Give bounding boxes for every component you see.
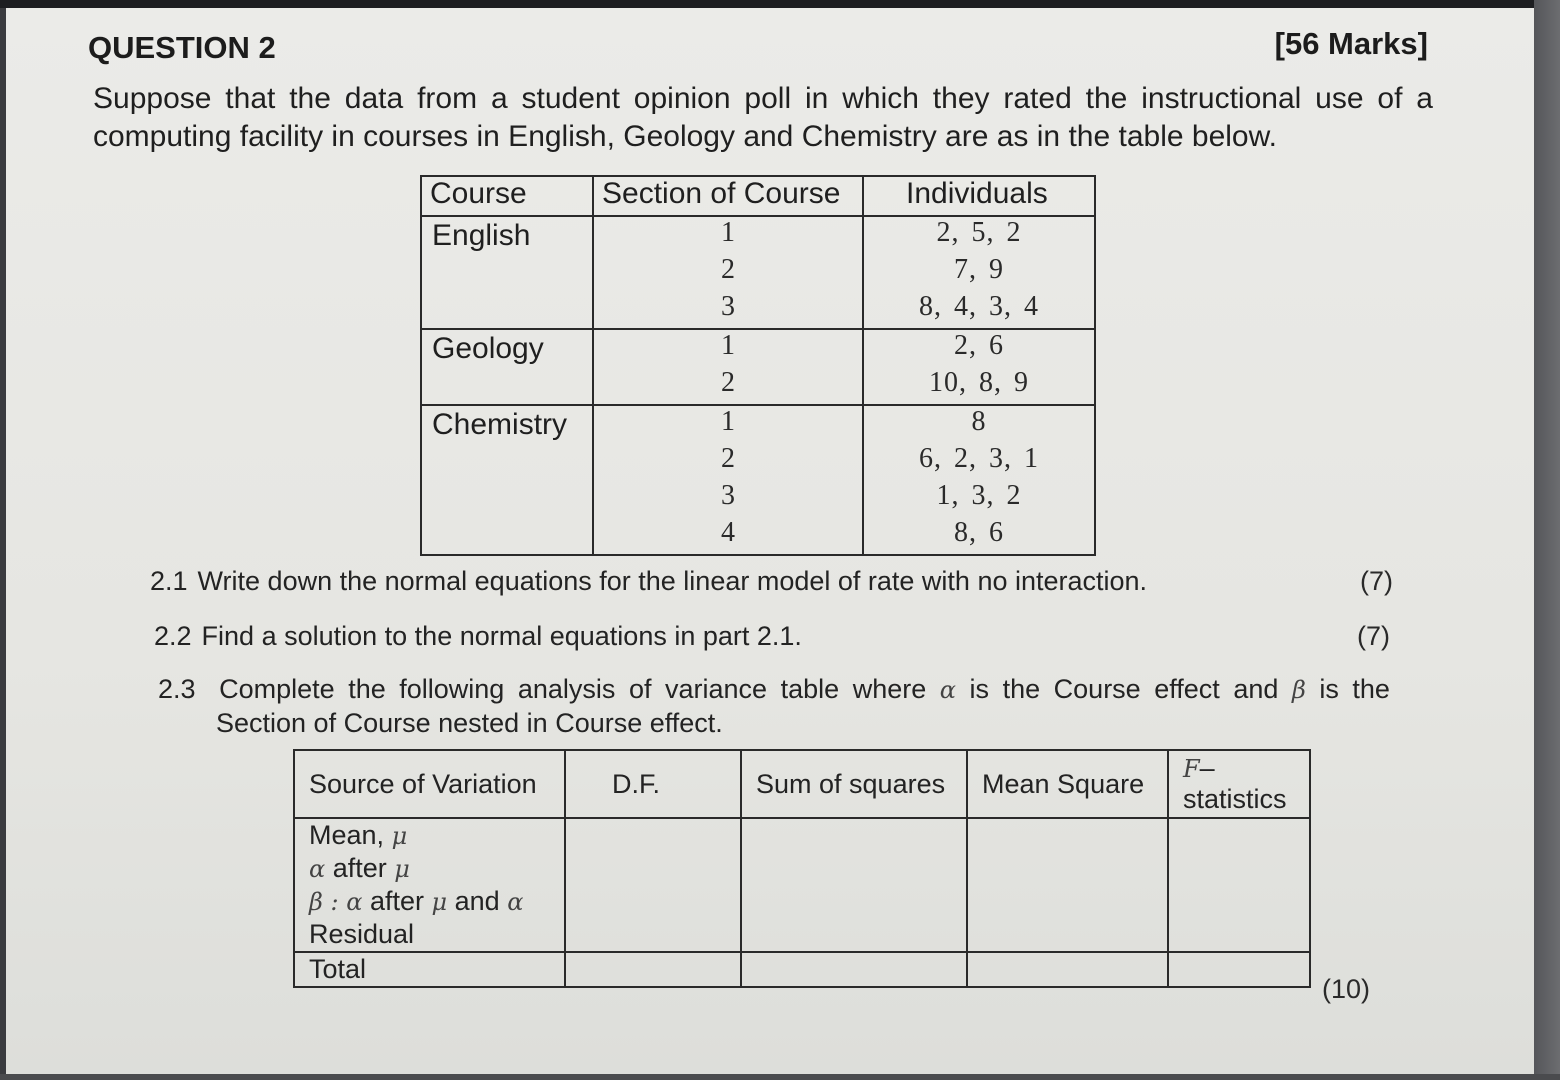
source-residual: Residual [294,918,565,952]
monitor-right-edge [1534,0,1560,1080]
question-intro: Suppose that the data from a student opinion poll in which they rated the instructional use of a computing facility in courses in English, Geology and Chemistry are as in the table below. [93,82,1433,153]
header-section: Section of Course [593,176,863,216]
individual-values: 8, 4, 3, 4 [863,291,1095,329]
source-alpha [294,852,565,885]
beta-symbol: β [1291,676,1306,704]
alpha-symbol: α [309,855,326,883]
part-2-2-marks: (7) [1357,621,1390,651]
anova-row-total [294,952,1310,987]
part-2-3-marks: (10) [1322,974,1371,1004]
part-number: 2.2 [154,621,192,651]
group-geology [421,329,1095,405]
course-english: English [421,216,593,329]
f-cell [1168,818,1310,852]
ss-cell [741,818,967,852]
f-cell [1168,918,1310,952]
part-text: Write down the normal equations for the linear model of rate with no interaction. [197,566,1148,596]
part-text: Complete the following analysis of variance table where [219,674,927,704]
df-cell [565,952,741,987]
ss-cell [741,885,967,918]
individual-values: 8, 6 [863,517,1095,555]
source-beta [294,885,565,918]
f-symbol: F [1183,755,1200,783]
ms-cell [967,885,1168,918]
header-mean-square [967,750,1168,818]
section-number: 1 [593,405,863,443]
header-f-statistics [1168,750,1310,818]
row-label: Mean, [309,820,385,850]
f-cell [1168,952,1310,987]
anova-row-beta [294,885,1310,918]
part-2-3-line2: Section of Course nested in Course effect. [216,708,723,738]
anova-row-residual [294,918,1310,952]
part-number: 2.1 [150,566,188,596]
individual-values: 7, 9 [863,254,1095,291]
part-text: is the [1319,674,1390,704]
section-number: 2 [593,443,863,480]
individual-values: 6, 2, 3, 1 [863,443,1095,480]
monitor-bottom-edge [0,1074,1560,1080]
mean-square-label: Mean Square [982,768,1145,799]
individual-values: 10, 8, 9 [863,367,1095,405]
table-row [421,216,1095,254]
part-number: 2.3 [158,674,196,704]
alpha-symbol: α [939,676,956,704]
mu-symbol: μ [431,888,448,916]
row-label: after [332,853,387,883]
ss-cell [741,952,967,987]
table-row [421,405,1095,443]
group-chemistry [421,405,1095,555]
ms-cell [967,918,1168,952]
table-row [421,329,1095,367]
row-label: after [369,886,424,916]
header-source: Source of Variation [294,750,565,818]
individual-values: 2, 6 [863,329,1095,367]
df-cell [565,852,741,885]
source-mean [294,818,565,852]
course-geology: Geology [421,329,593,405]
part-text: Find a solution to the normal equations in part 2.1. [201,621,802,651]
f-cell [1168,852,1310,885]
mu-symbol: μ [391,822,408,850]
question-title: QUESTION 2 [88,30,276,65]
section-number: 1 [593,329,863,367]
ms-cell [967,952,1168,987]
anova-row-mean [294,818,1310,852]
data-table [420,175,1096,556]
section-number: 3 [593,291,863,329]
ms-cell [967,852,1168,885]
section-number: 2 [593,367,863,405]
question-marks: [56 Marks] [1274,26,1428,61]
group-english [421,216,1095,329]
header-individuals: Individuals [863,176,1095,216]
f-cell [1168,885,1310,918]
alpha-symbol: α [507,888,524,916]
section-number: 1 [593,216,863,254]
part-2-2 [154,621,802,652]
part-text: is the Course effect and [969,674,1279,704]
df-cell [565,818,741,852]
individual-values: 8 [863,405,1095,443]
beta-alpha-symbol: β : α [309,888,363,916]
course-chemistry: Chemistry [421,405,593,555]
df-cell [565,918,741,952]
ss-cell [741,918,967,952]
source-total: Total [294,952,565,987]
individual-values: 1, 3, 2 [863,480,1095,517]
individual-values: 2, 5, 2 [863,216,1095,254]
anova-header-row [294,750,1310,818]
section-number: 2 [593,254,863,291]
anova-row-alpha [294,852,1310,885]
ms-cell [967,818,1168,852]
part-2-1-marks: (7) [1360,566,1393,596]
header-sum-squares: Sum of squares [741,750,967,818]
row-label-and: and [454,886,500,916]
part-2-3 [158,674,1390,705]
ss-cell [741,852,967,885]
section-number: 4 [593,517,863,555]
f-statistics-label: –statistics [1183,753,1287,814]
part-2-1 [150,566,1147,597]
data-table-header-row [421,176,1095,216]
anova-table [293,749,1311,988]
header-course: Course [421,176,593,216]
monitor-top-bezel [0,0,1560,8]
section-number: 3 [593,480,863,517]
mu-symbol: μ [394,855,410,883]
header-df: D.F. [565,750,741,818]
df-cell [565,885,741,918]
